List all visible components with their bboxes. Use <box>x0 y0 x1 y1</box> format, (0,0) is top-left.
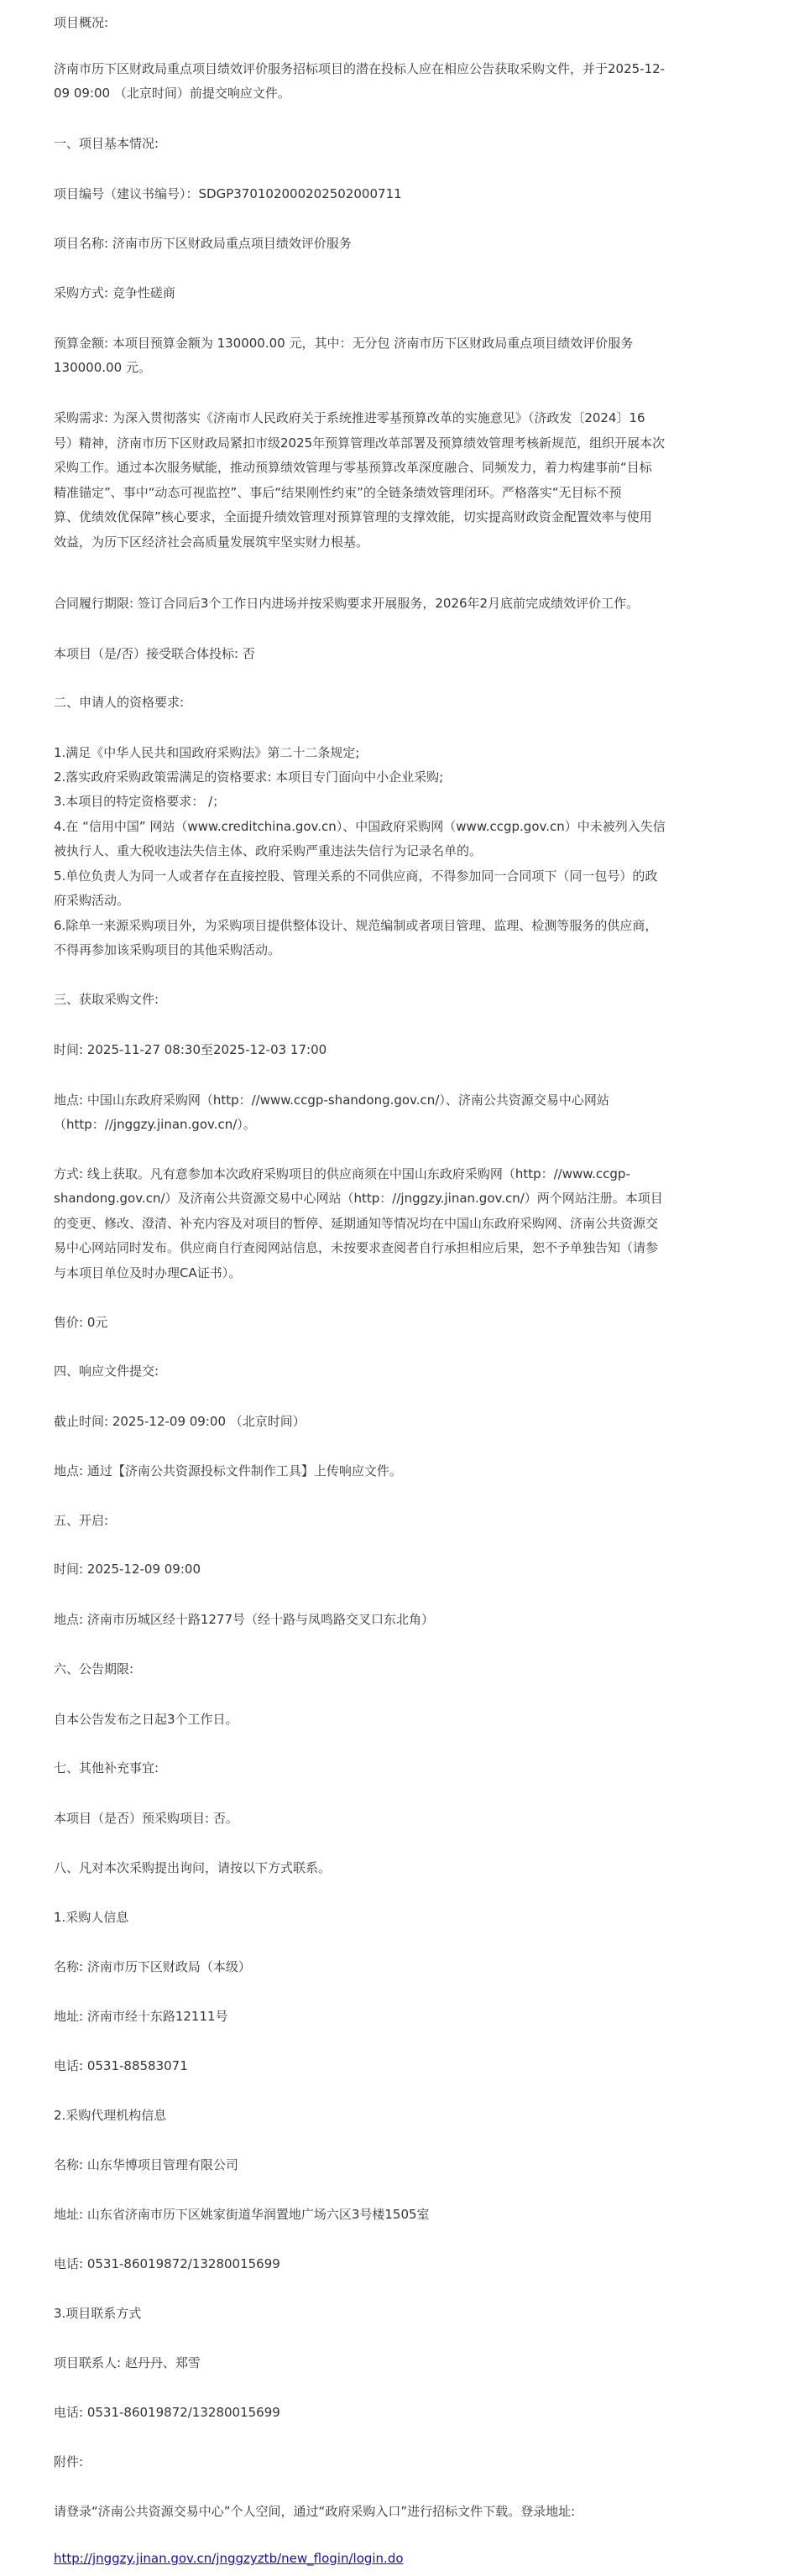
section-heading-qualifications: 二、申请人的资格要求: <box>54 695 185 710</box>
get-way-line: 与本项目单位及时办理CA证书）。 <box>54 1265 242 1280</box>
section-heading-get-documents: 三、获取采购文件: <box>54 992 159 1007</box>
requirement-item: 2.落实政府采购政策需满足的资格要求: 本项目专门面向中小企业采购; <box>54 769 444 785</box>
supplement-text: 本项目（是否）预采购项目: 否。 <box>54 1811 238 1826</box>
budget-line: 130000.00 元。 <box>54 360 151 375</box>
contact-agency-heading: 2.采购代理机构信息 <box>54 2108 167 2123</box>
requirement-item: 府采购活动。 <box>54 893 130 908</box>
submission-place: 地点: 通过【济南公共资源投标文件制作工具】上传响应文件。 <box>54 1463 402 1478</box>
section-heading-supplement: 七、其他补充事宜: <box>54 1760 159 1776</box>
contact-purchaser-address: 地址: 济南市经十东路12111号 <box>54 2009 228 2024</box>
opening-time: 时间: 2025-12-09 09:00 <box>54 1562 201 1577</box>
contact-agency-name: 名称: 山东华博项目管理有限公司 <box>54 2157 238 2172</box>
contact-project-heading: 3.项目联系方式 <box>54 2306 142 2321</box>
requirement-item: 4.在 “信用中国” 网站（www.creditchina.gov.cn）、中国政府采购网（www.ccgp.gov.cn）中未被列入失信 <box>54 819 666 834</box>
contact-purchaser-phone: 电话: 0531-88583071 <box>54 2058 188 2073</box>
get-place-line: 地点: 中国山东政府采购网（http：//www.ccgp-shandong.gov.cn/）、济南公共资源交易中心网站 <box>54 1092 609 1108</box>
section-heading-notice-period: 六、公告期限: <box>54 1661 134 1676</box>
requirement-item: 6.除单一来源采购项目外，为采购项目提供整体设计、规范编制或者项目管理、监理、检测等服务的供应商， <box>54 918 658 933</box>
demand-line: 精准锚定”、事中“动态可视监控”、事后“结果刚性约束”的全链条绩效管理闭环。严格落实“无目标不预 <box>54 485 622 500</box>
notice-period: 自本公告发布之日起3个工作日。 <box>54 1712 238 1727</box>
contact-agency-phone: 电话: 0531-86019872/13280015699 <box>54 2256 280 2271</box>
overview-heading: 项目概况: <box>54 15 109 30</box>
overview-line: 09 09:00 （北京时间）前提交响应文件。 <box>54 86 290 101</box>
overview-line: 济南市历下区财政局重点项目绩效评价服务招标项目的潜在投标人应在相应公告获取采购文件，并于2025-12- <box>54 61 666 76</box>
procurement-method: 采购方式: 竞争性磋商 <box>54 285 175 300</box>
contact-purchaser-name: 名称: 济南市历下区财政局（本级） <box>54 1959 251 1974</box>
contact-project-person: 项目联系人: 赵丹丹、郑雪 <box>54 2355 201 2370</box>
section-heading-basic-info: 一、项目基本情况: <box>54 136 159 151</box>
get-way-line: 方式: 线上获取。凡有意参加本次政府采购项目的供应商须在中国山东政府采购网（http：//www.ccgp- <box>54 1166 630 1181</box>
consortium-bid: 本项目（是/否）接受联合体投标: 否 <box>54 646 255 661</box>
submission-deadline: 截止时间: 2025-12-09 09:00 （北京时间） <box>54 1414 306 1429</box>
project-number: 项目编号（建议书编号）：SDGP370102000202502000711 <box>54 186 402 201</box>
login-url-link[interactable]: http://jnggzy.jinan.gov.cn/jnggzyztb/new_flogin/login.do <box>54 2551 404 2566</box>
login-url-row[interactable] <box>54 2547 742 2570</box>
demand-line: 采购需求: 为深入贯彻落实《济南市人民政府关于系统推进零基预算改革的实施意见》（济政发〔2024〕16 <box>54 410 645 425</box>
section-heading-opening: 五、开启: <box>54 1513 109 1528</box>
contact-project-phone: 电话: 0531-86019872/13280015699 <box>54 2405 280 2420</box>
attachment-label: 附件: <box>54 2454 84 2469</box>
get-way-line: 易中心网站同时发布。供应商自行查阅网站信息，未按要求查阅者自行承担相应后果，恕不予单独告知（请参 <box>54 1240 659 1255</box>
get-way-line: shandong.gov.cn/）及济南公共资源交易中心网站（http：//jnggzy.jinan.gov.cn/）两个网站注册。本项目 <box>54 1191 663 1206</box>
demand-line: 算、优绩效优保障”核心要求，全面提升绩效管理对预算管理的支撑效能，切实提高财政资金配置效率与使用 <box>54 509 652 524</box>
section-heading-contact: 八、凡对本次采购提出询问，请按以下方式联系。 <box>54 1860 332 1875</box>
get-time: 时间: 2025-11-27 08:30至2025-12-03 17:00 <box>54 1042 327 1057</box>
budget-line: 预算金额: 本项目预算金额为 130000.00 元，其中：无分包 济南市历下区财政局重点项目绩效评价服务 <box>54 336 634 351</box>
contact-agency-address: 地址: 山东省济南市历下区姚家街道华润置地广场六区3号楼1505室 <box>54 2207 430 2222</box>
get-way-line: 的变更、修改、澄清、补充内容及对项目的暂停、延期通知等情况均在中国山东政府采购网、济南公共资源交 <box>54 1216 659 1231</box>
contract-period: 合同履行期限: 签订合同后3个工作日内进场并按采购要求开展服务，2026年2月底前完成绩效评价工作。 <box>54 596 640 611</box>
demand-line: 效益，为历下区经济社会高质量发展筑牢坚实财力根基。 <box>54 534 369 550</box>
get-place-line: （http：//jnggzy.jinan.gov.cn/）。 <box>54 1117 256 1132</box>
demand-line: 号）精神，济南市历下区财政局紧扣市级2025年预算管理改革部署及预算绩效管理考核新规范，组织开展本次 <box>54 435 666 451</box>
requirement-item: 被执行人、重大税收违法失信主体、政府采购严重违法失信行为记录名单的。 <box>54 843 483 858</box>
requirement-item: 3.本项目的特定资格要求： /； <box>54 794 226 809</box>
document-price: 售价: 0元 <box>54 1315 108 1330</box>
requirement-item: 1.满足《中华人民共和国政府采购法》第二十二条规定; <box>54 745 360 760</box>
requirement-item: 5.单位负责人为同一人或者存在直接控股、管理关系的不同供应商，不得参加同一合同项下（同一包号）的政 <box>54 868 658 884</box>
login-instruction: 请登录“济南公共资源交易中心”个人空间，通过“政府采购入口”进行招标文件下载。登录地址: <box>54 2504 576 2519</box>
requirement-item: 不得再参加该采购项目的其他采购活动。 <box>54 942 281 957</box>
contact-purchaser-heading: 1.采购人信息 <box>54 1910 129 1925</box>
opening-place: 地点: 济南市历城区经十路1277号（经十路与凤鸣路交叉口东北角） <box>54 1612 434 1627</box>
section-heading-submission: 四、响应文件提交: <box>54 1364 159 1379</box>
project-name: 项目名称: 济南市历下区财政局重点项目绩效评价服务 <box>54 236 352 251</box>
demand-line: 采购工作。通过本次服务赋能，推动预算绩效管理与零基预算改革深度融合、同频发力，着力构建事前“目标 <box>54 460 652 475</box>
